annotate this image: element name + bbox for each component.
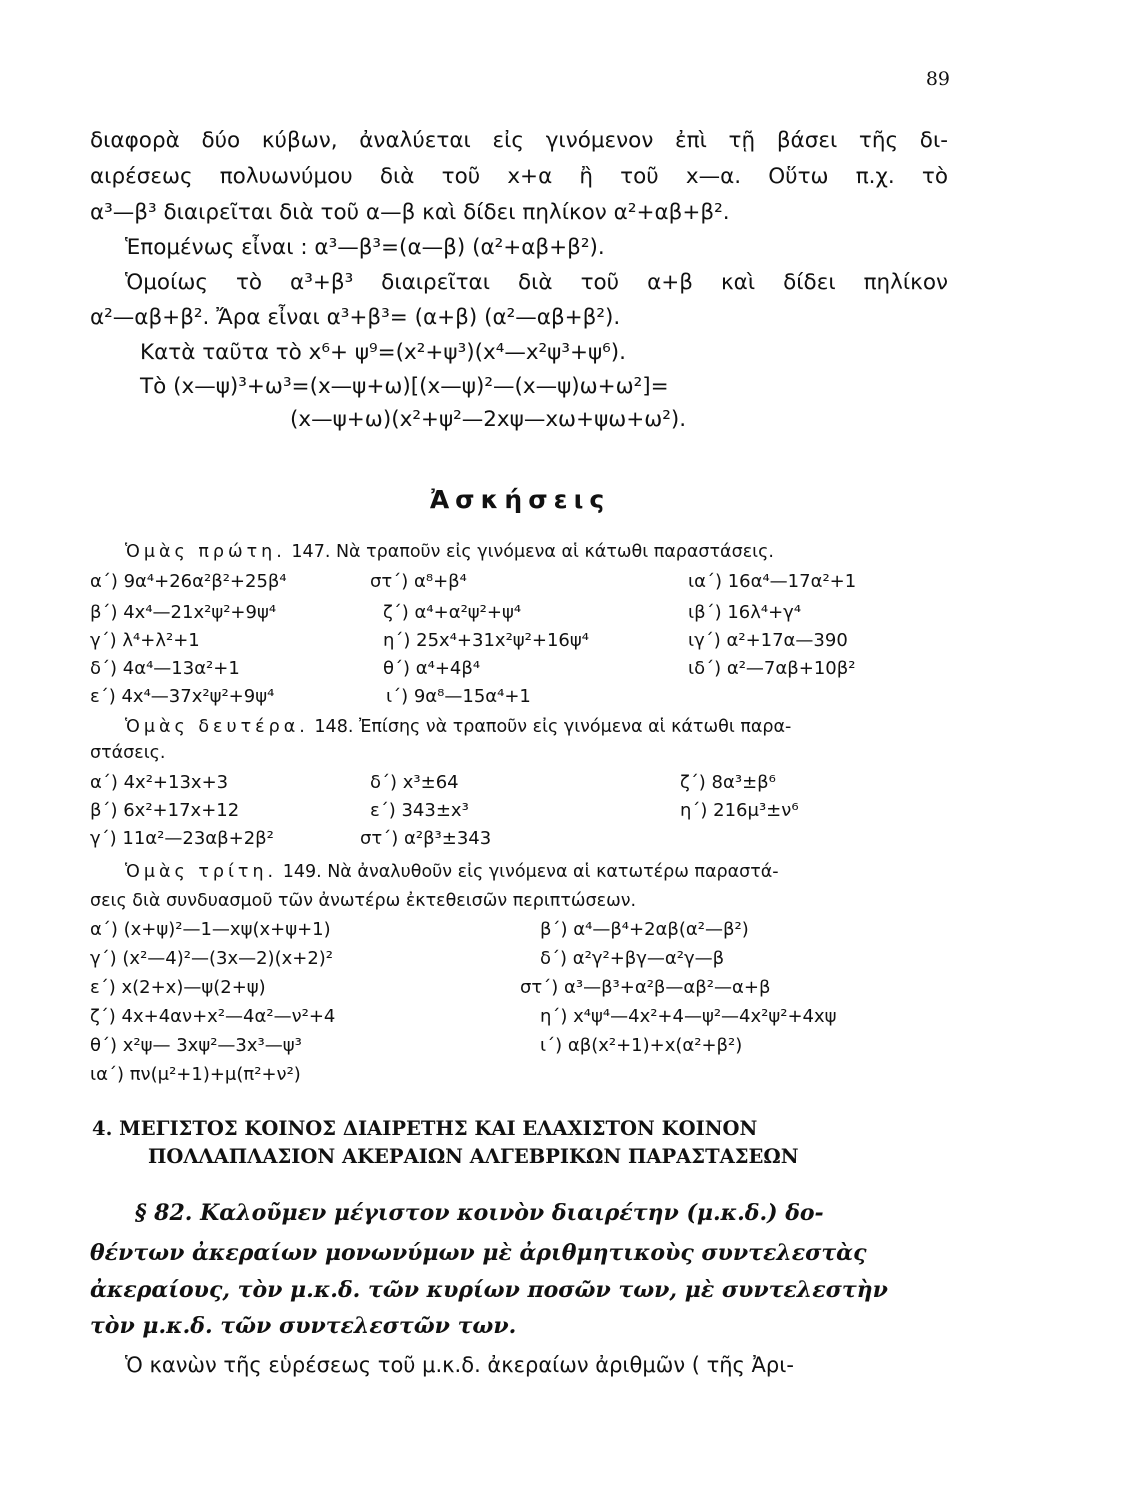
exercise-item: ι΄) αβ(x²+1)+x(α²+β²) bbox=[540, 1035, 743, 1056]
exercise-item: δ΄) α²γ²+βγ—α²γ—β bbox=[540, 948, 725, 969]
exercise-item: ιδ΄) α²—7αβ+10β² bbox=[688, 658, 856, 679]
exercise-item: θ΄) x²ψ— 3xψ²—3x³—ψ³ bbox=[90, 1035, 302, 1056]
exercise-item: γ΄) 11α²—23αβ+2β² bbox=[90, 828, 274, 849]
group-2-header bbox=[125, 712, 791, 742]
exercise-item: ζ΄) α⁴+α²ψ²+ψ⁴ bbox=[383, 602, 522, 623]
intro-line: α²—αβ+β². Ἄρα εἶναι α³+β³= (α+β) (α²—αβ+β²). bbox=[90, 305, 621, 330]
intro-line: Ἑπομένως εἶναι : α³—β³=(α—β) (α²+αβ+β²). bbox=[125, 235, 605, 260]
exercise-item: η΄) x⁴ψ⁴—4x²+4—ψ²—4x²ψ²+4xψ bbox=[540, 1006, 837, 1027]
group-3-text: 149. Νὰ ἀναλυθοῦν εἰς γινόμενα αἱ κατωτέρω παραστά- bbox=[282, 862, 779, 882]
definition-line: § 82. Καλοῦμεν μέγιστον κοινὸν διαιρέτην (μ.κ.δ.) δο- bbox=[135, 1200, 824, 1226]
exercise-item: στ΄) α³—β³+α²β—αβ²—α+β bbox=[520, 977, 771, 998]
section-title-line-2: ΠΟΛΛΑΠΛΑΣΙΟΝ ΑΚΕΡΑΙΩΝ ΑΛΓΕΒΡΙΚΩΝ ΠΑΡΑΣΤΑΣΕΩΝ bbox=[148, 1145, 799, 1168]
exercise-item: η΄) 216μ³±ν⁶ bbox=[680, 800, 799, 821]
exercise-item: ιγ΄) α²+17α—390 bbox=[688, 630, 848, 651]
exercise-item: β΄) 4x⁴—21x²ψ²+9ψ⁴ bbox=[90, 602, 277, 623]
group-1-label: Ὁμὰς πρώτη. bbox=[125, 542, 286, 562]
group-3-label: Ὁμὰς τρίτη. bbox=[125, 862, 278, 882]
exercise-item: στ΄) α²β³±343 bbox=[360, 828, 492, 849]
group-3-text-cont: σεις διὰ συνδυασμοῦ τῶν ἀνωτέρω ἐκτεθεισῶν περιπτώσεων. bbox=[90, 891, 637, 911]
exercise-item: ε΄) 4x⁴—37x²ψ²+9ψ⁴ bbox=[90, 686, 275, 707]
page-number: 89 bbox=[925, 68, 950, 90]
group-2-text: 148. Ἐπίσης νὰ τραποῦν εἰς γινόμενα αἱ κάτωθι παρα- bbox=[314, 717, 792, 737]
intro-line: Ὁμοίως τὸ α³+β³ διαιρεῖται διὰ τοῦ α+β καὶ δίδει πηλίκον bbox=[125, 270, 948, 295]
exercise-item: ε΄) x(2+x)—ψ(2+ψ) bbox=[90, 977, 266, 998]
group-2-label: Ὁμὰς δευτέρα. bbox=[125, 717, 309, 737]
section-title-line-1: 4. ΜΕΓΙΣΤΟΣ ΚΟΙΝΟΣ ΔΙΑΙΡΕΤΗΣ ΚΑΙ ΕΛΑΧΙΣΤΟΝ ΚΟΙΝΟΝ bbox=[92, 1117, 758, 1140]
intro-line: αιρέσεως πολυωνύμου διὰ τοῦ x+α ἢ τοῦ x—α. Οὕτω π.χ. τὸ bbox=[90, 164, 948, 189]
exercise-item: η΄) 25x⁴+31x²ψ²+16ψ⁴ bbox=[383, 630, 589, 651]
group-1-text: 147. Νὰ τραποῦν εἰς γινόμενα αἱ κάτωθι παραστάσεις. bbox=[291, 542, 774, 562]
exercise-item: δ΄) 4α⁴—13α²+1 bbox=[90, 658, 240, 679]
exercises-heading: Ἀσκήσεις bbox=[429, 485, 611, 514]
exercise-item: α΄) 9α⁴+26α²β²+25β⁴ bbox=[90, 571, 287, 592]
exercise-item: ιβ΄) 16λ⁴+γ⁴ bbox=[688, 602, 802, 623]
exercise-item: θ΄) α⁴+4β⁴ bbox=[383, 658, 481, 679]
exercise-item: στ΄) α⁸+β⁴ bbox=[370, 571, 467, 592]
group-1-header bbox=[125, 537, 774, 567]
definition-line: τὸν μ.κ.δ. τῶν συντελεστῶν των. bbox=[90, 1313, 517, 1339]
exercise-item: ια΄) 16α⁴—17α²+1 bbox=[688, 571, 857, 592]
exercise-item: ε΄) 343±x³ bbox=[370, 800, 469, 821]
intro-line: Κατὰ ταῦτα τὸ x⁶+ ψ⁹=(x²+ψ³)(x⁴—x²ψ³+ψ⁶). bbox=[140, 340, 627, 365]
intro-line: α³—β³ διαιρεῖται διὰ τοῦ α—β καὶ δίδει πηλίκον α²+αβ+β². bbox=[90, 200, 730, 225]
exercise-item: δ΄) x³±64 bbox=[370, 772, 459, 793]
intro-line: διαφορὰ δύο κύβων, ἀναλύεται εἰς γινόμενον ἐπὶ τῇ βάσει τῆς δι- bbox=[90, 128, 948, 153]
group-3-header bbox=[125, 857, 779, 887]
exercise-item: β΄) α⁴—β⁴+2αβ(α²—β²) bbox=[540, 919, 749, 940]
exercise-item: ι΄) 9α⁸—15α⁴+1 bbox=[386, 686, 531, 707]
exercise-item: γ΄) (x²—4)²—(3x—2)(x+2)² bbox=[90, 948, 334, 969]
intro-line: Τὸ (x—ψ)³+ω³=(x—ψ+ω)[(x—ψ)²—(x—ψ)ω+ω²]= bbox=[140, 374, 669, 399]
definition-line: ἀκεραίους, τὸν μ.κ.δ. τῶν κυρίων ποσῶν των, μὲ συντελεστὴν bbox=[90, 1277, 888, 1303]
exercise-item: ζ΄) 8α³±β⁶ bbox=[680, 772, 776, 793]
intro-line: (x—ψ+ω)(x²+ψ²—2xψ—xω+ψω+ω²). bbox=[290, 407, 687, 432]
exercise-item: ζ΄) 4x+4αν+x²—4α²—ν²+4 bbox=[90, 1006, 336, 1027]
group-2-text-cont: στάσεις. bbox=[90, 743, 166, 763]
last-line: Ὁ κανὼν τῆς εὑρέσεως τοῦ μ.κ.δ. ἀκεραίων ἀριθμῶν ( τῆς Ἀρι- bbox=[125, 1353, 794, 1377]
exercise-item: ια΄) πν(μ²+1)+μ(π²+ν²) bbox=[90, 1064, 301, 1085]
exercise-item: α΄) (x+ψ)²—1—xψ(x+ψ+1) bbox=[90, 919, 331, 940]
exercise-item: β΄) 6x²+17x+12 bbox=[90, 800, 240, 821]
definition-line: θέντων ἀκεραίων μονωνύμων μὲ ἀριθμητικοὺς συντελεστὰς bbox=[90, 1240, 867, 1266]
exercise-item: α΄) 4x²+13x+3 bbox=[90, 772, 229, 793]
exercise-item: γ΄) λ⁴+λ²+1 bbox=[90, 630, 200, 651]
